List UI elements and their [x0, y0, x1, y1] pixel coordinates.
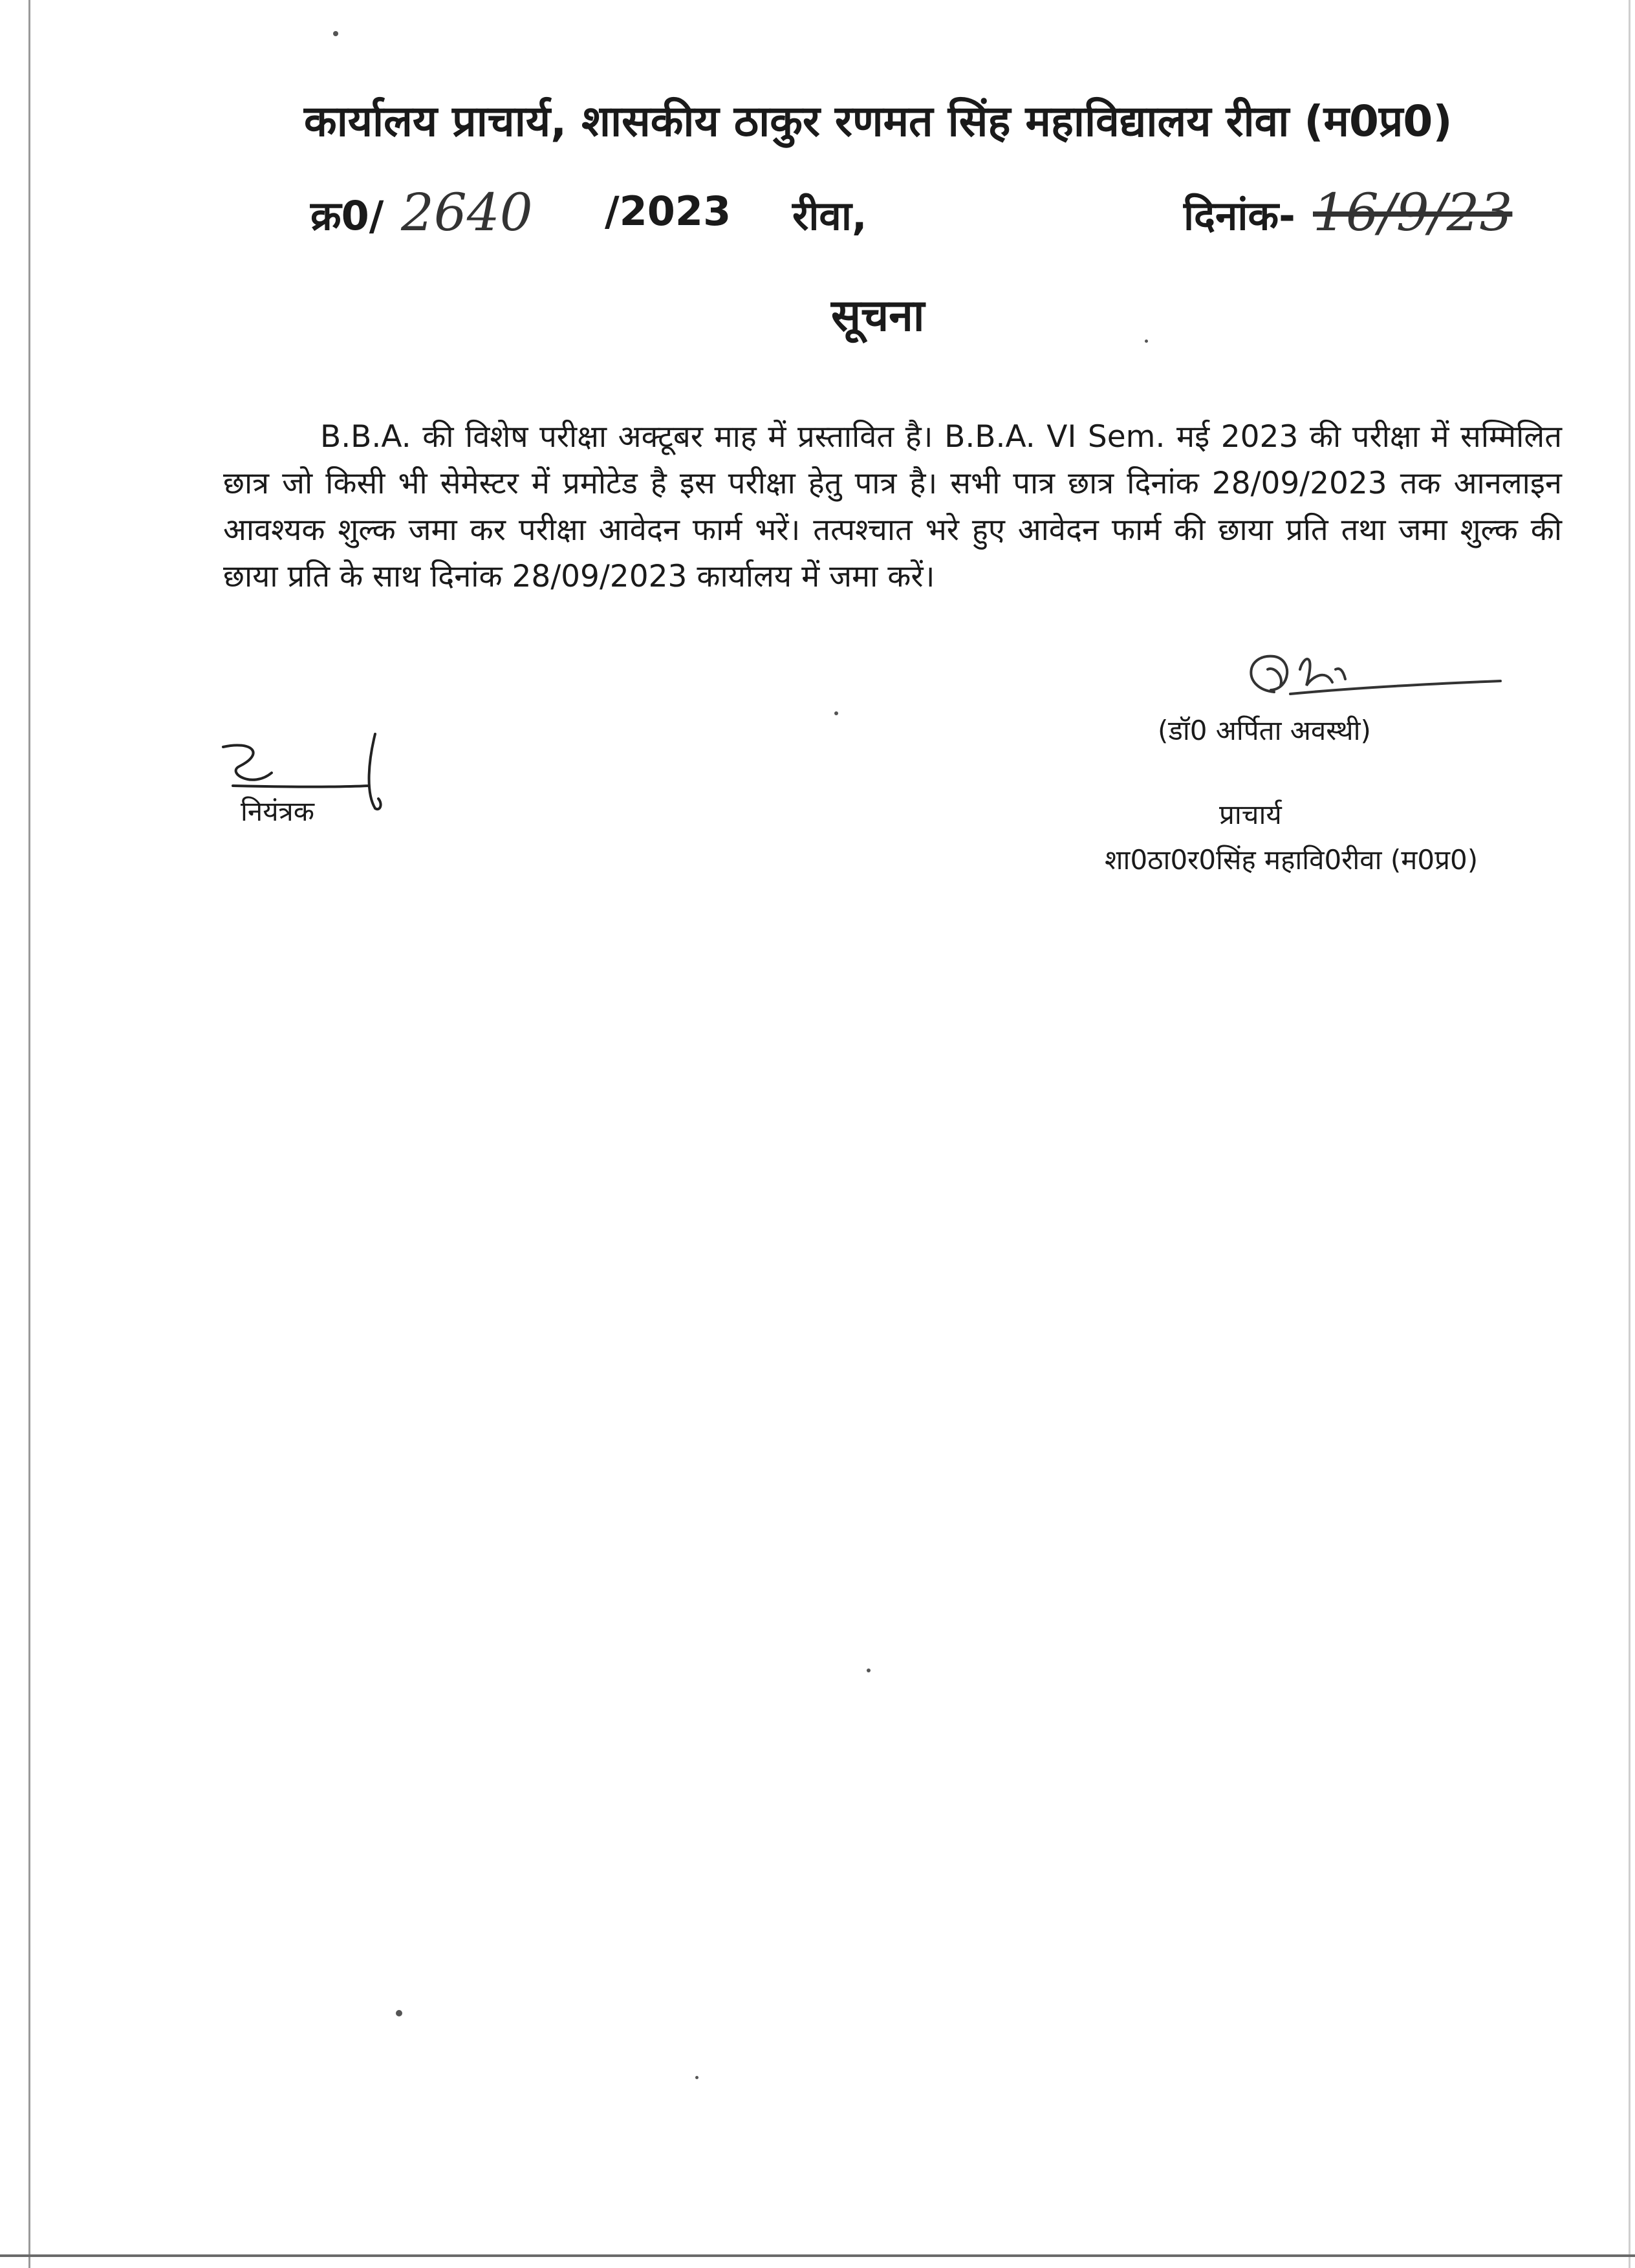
principal-title: प्राचार्य: [1219, 799, 1282, 830]
principal-institution: शा0ठा0र0सिंह महावि0रीवा (म0प्र0): [1105, 844, 1478, 876]
reference-prefix: क्र0/: [310, 192, 384, 239]
principal-name: (डॉ0 अर्पिता अवस्थी): [1158, 715, 1371, 746]
office-header-title: कार्यालय प्राचार्य, शासकीय ठाकुर रणमत सिंह महाविद्यालय रीवा (म0प्र0): [304, 96, 1453, 146]
scan-edge-left: [28, 0, 30, 2268]
notice-heading: सूचना: [831, 290, 925, 341]
notice-body: B.B.A. की विशेष परीक्षा अक्टूबर माह में प्रस्तावित है। B.B.A. VI Sem. मई 2023 की परीक्षा में सम्मिलित छात्र जो किसी भी सेमेस्टर में प्रमोटेड है इस परीक्षा हेतु पात्र है। सभी पात्र छात्र दिनांक 28/09/2023 तक आनलाइन आवश्यक शुल्क जमा कर परीक्षा आवेदन फार्म भरें। तत्पश्चात भरे हुए आवेदन फार्म की छाया प्रति तथा जमा शुल्क की छाया प्रति के साथ दिनांक 28/09/2023 कार्यालय में जमा करें।: [223, 419, 1562, 594]
scan-speck: [396, 2010, 402, 2016]
scan-speck: [333, 31, 338, 36]
scan-edge-right: [1629, 0, 1630, 2268]
scan-edge-bottom: [0, 2254, 1635, 2257]
reference-number-handwritten: 2640: [401, 182, 533, 243]
scan-speck: [867, 1669, 871, 1672]
scan-speck: [834, 711, 838, 715]
date-label: दिनांक-: [1184, 192, 1295, 239]
scan-speck: [1145, 340, 1148, 343]
date-handwritten: 16/9/23: [1313, 182, 1513, 243]
principal-signature: [1229, 631, 1513, 715]
controller-title: नियंत्रक: [241, 795, 314, 827]
scan-speck: [695, 2076, 698, 2079]
reference-place: रीवा,: [792, 192, 867, 239]
reference-year: /2023: [605, 188, 731, 235]
